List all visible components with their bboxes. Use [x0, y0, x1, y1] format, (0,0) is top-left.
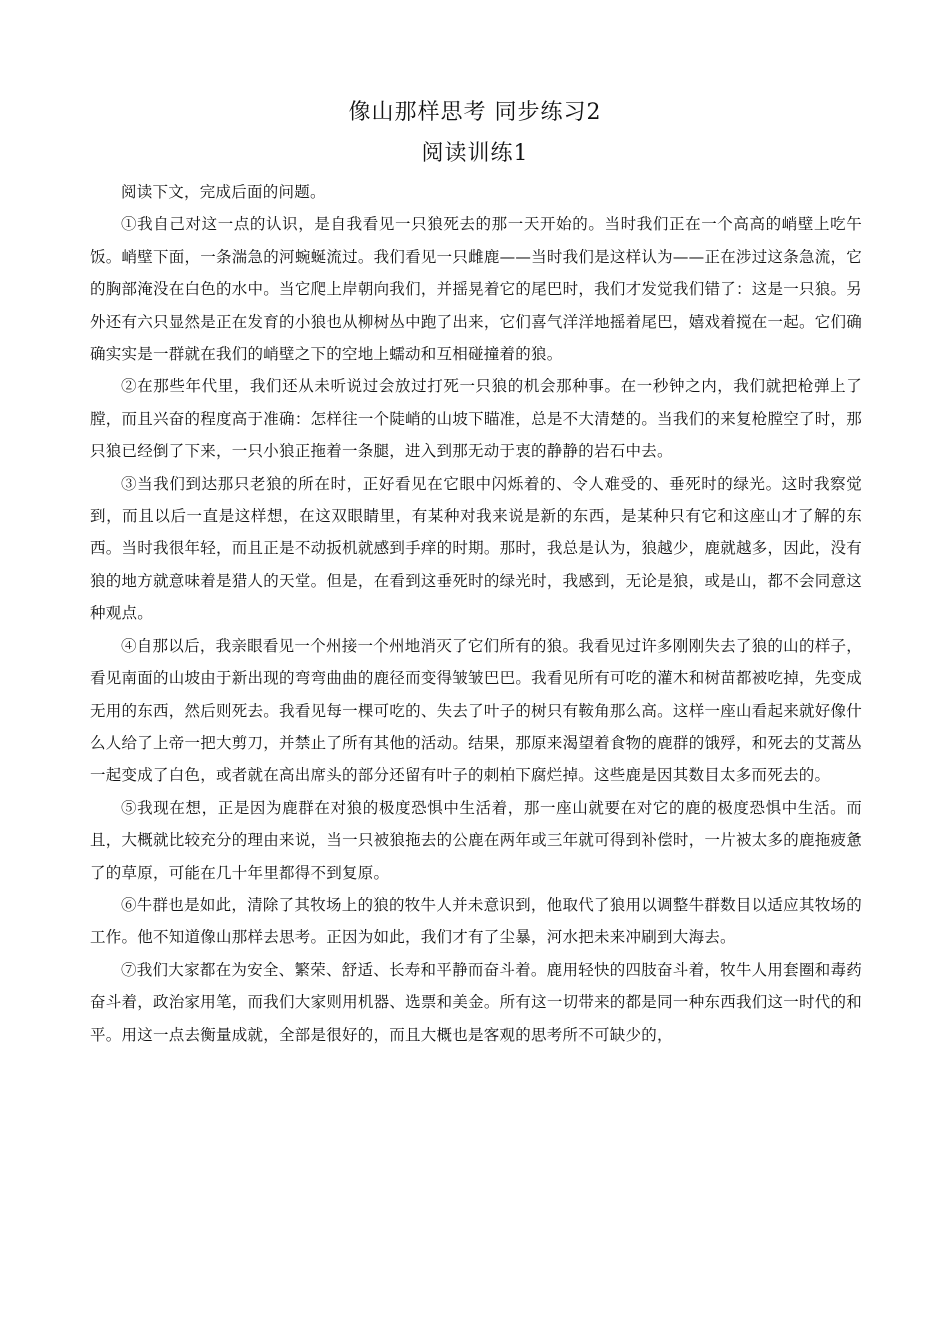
document-title: 像山那样思考 同步练习2	[348, 100, 602, 125]
paragraph-3: ③当我们到达那只老狼的所在时，正好看见在它眼中闪烁着的、令人难受的、垂死时的绿光。这时我察觉到，而且以后一直是这样想，在这双眼睛里，有某种对我来说是新的东西，是某种只有它和这座山才了解的东西。当时我很年轻，而且正是不动扳机就感到手痒的时期。那时，我总是认为，狼越少，鹿就越多，因此，没有狼的地方就意味着是猎人的天堂。但是，在看到这垂死时的绿光时，我感到，无论是狼，或是山，都不会同意这种观点。	[90, 474, 862, 623]
document-subtitle: 阅读训练1	[421, 141, 529, 166]
paragraph-2: ②在那些年代里，我们还从未听说过会放过打死一只狼的机会那种事。在一秒钟之内，我们就把枪弹上了膛，而且兴奋的程度高于准确：怎样往一个陡峭的山坡下瞄准，总是不大清楚的。当我们的来复枪膛空了时，那只狼已经倒了下来，一只小狼正拖着一条腿，进入到那无动于衷的静静的岩石中去。	[90, 377, 862, 461]
paragraph-7: ⑦我们大家都在为安全、繁荣、舒适、长寿和平静而奋斗着。鹿用轻快的四肢奋斗着，牧牛人用套圈和毒药奋斗着，政治家用笔，而我们大家则用机器、选票和美金。所有这一切带来的都是同一种东西我们这一时代的和平。用这一点去衡量成就，全部是很好的，而且大概也是客观的思考所不可缺少的，	[90, 960, 862, 1044]
paragraph-5: ⑤我现在想，正是因为鹿群在对狼的极度恐惧中生活着，那一座山就要在对它的鹿的极度恐惧中生活。而且，大概就比较充分的理由来说，当一只被狼拖去的公鹿在两年或三年就可得到补偿时，一片被太多的鹿拖疲惫了的草原，可能在几十年里都得不到复原。	[90, 798, 862, 882]
instruction-text: 阅读下文，完成后面的问题。	[121, 183, 326, 201]
reading-passage	[90, 176, 862, 1051]
paragraph-6: ⑥牛群也是如此，清除了其牧场上的狼的牧牛人并未意识到，他取代了狼用以调整牛群数目以适应其牧场的工作。他不知道像山那样去思考。正因为如此，我们才有了尘暴，河水把未来冲刷到大海去。	[90, 895, 862, 947]
paragraph-4: ④自那以后，我亲眼看见一个州接一个州地消灭了它们所有的狼。我看见过许多刚刚失去了狼的山的样子，看见南面的山坡由于新出现的弯弯曲曲的鹿径而变得皱皱巴巴。我看见所有可吃的灌木和树苗都被吃掉，先变成无用的东西，然后则死去。我看见每一棵可吃的、失去了叶子的树只有鞍角那么高。这样一座山看起来就好像什么人给了上帝一把大剪刀，并禁止了所有其他的活动。结果，那原来渴望着食物的鹿群的饿殍，和死去的艾蒿丛一起变成了白色，或者就在高出席头的部分还留有叶子的刺柏下腐烂掉。这些鹿是因其数目太多而死去的。	[90, 636, 862, 785]
paragraph-1: ①我自己对这一点的认识，是自我看见一只狼死去的那一天开始的。当时我们正在一个高高的峭壁上吃午饭。峭壁下面，一条湍急的河蜿蜒流过。我们看见一只雌鹿——当时我们是这样认为——正在涉过这条急流，它的胸部淹没在白色的水中。当它爬上岸朝向我们，并摇晃着它的尾巴时，我们才发觉我们错了：这是一只狼。另外还有六只显然是正在发育的小狼也从柳树丛中跑了出来，它们喜气洋洋地摇着尾巴，嬉戏着搅在一起。它们确确实实是一群就在我们的峭壁之下的空地上蠕动和互相碰撞着的狼。	[90, 215, 862, 364]
